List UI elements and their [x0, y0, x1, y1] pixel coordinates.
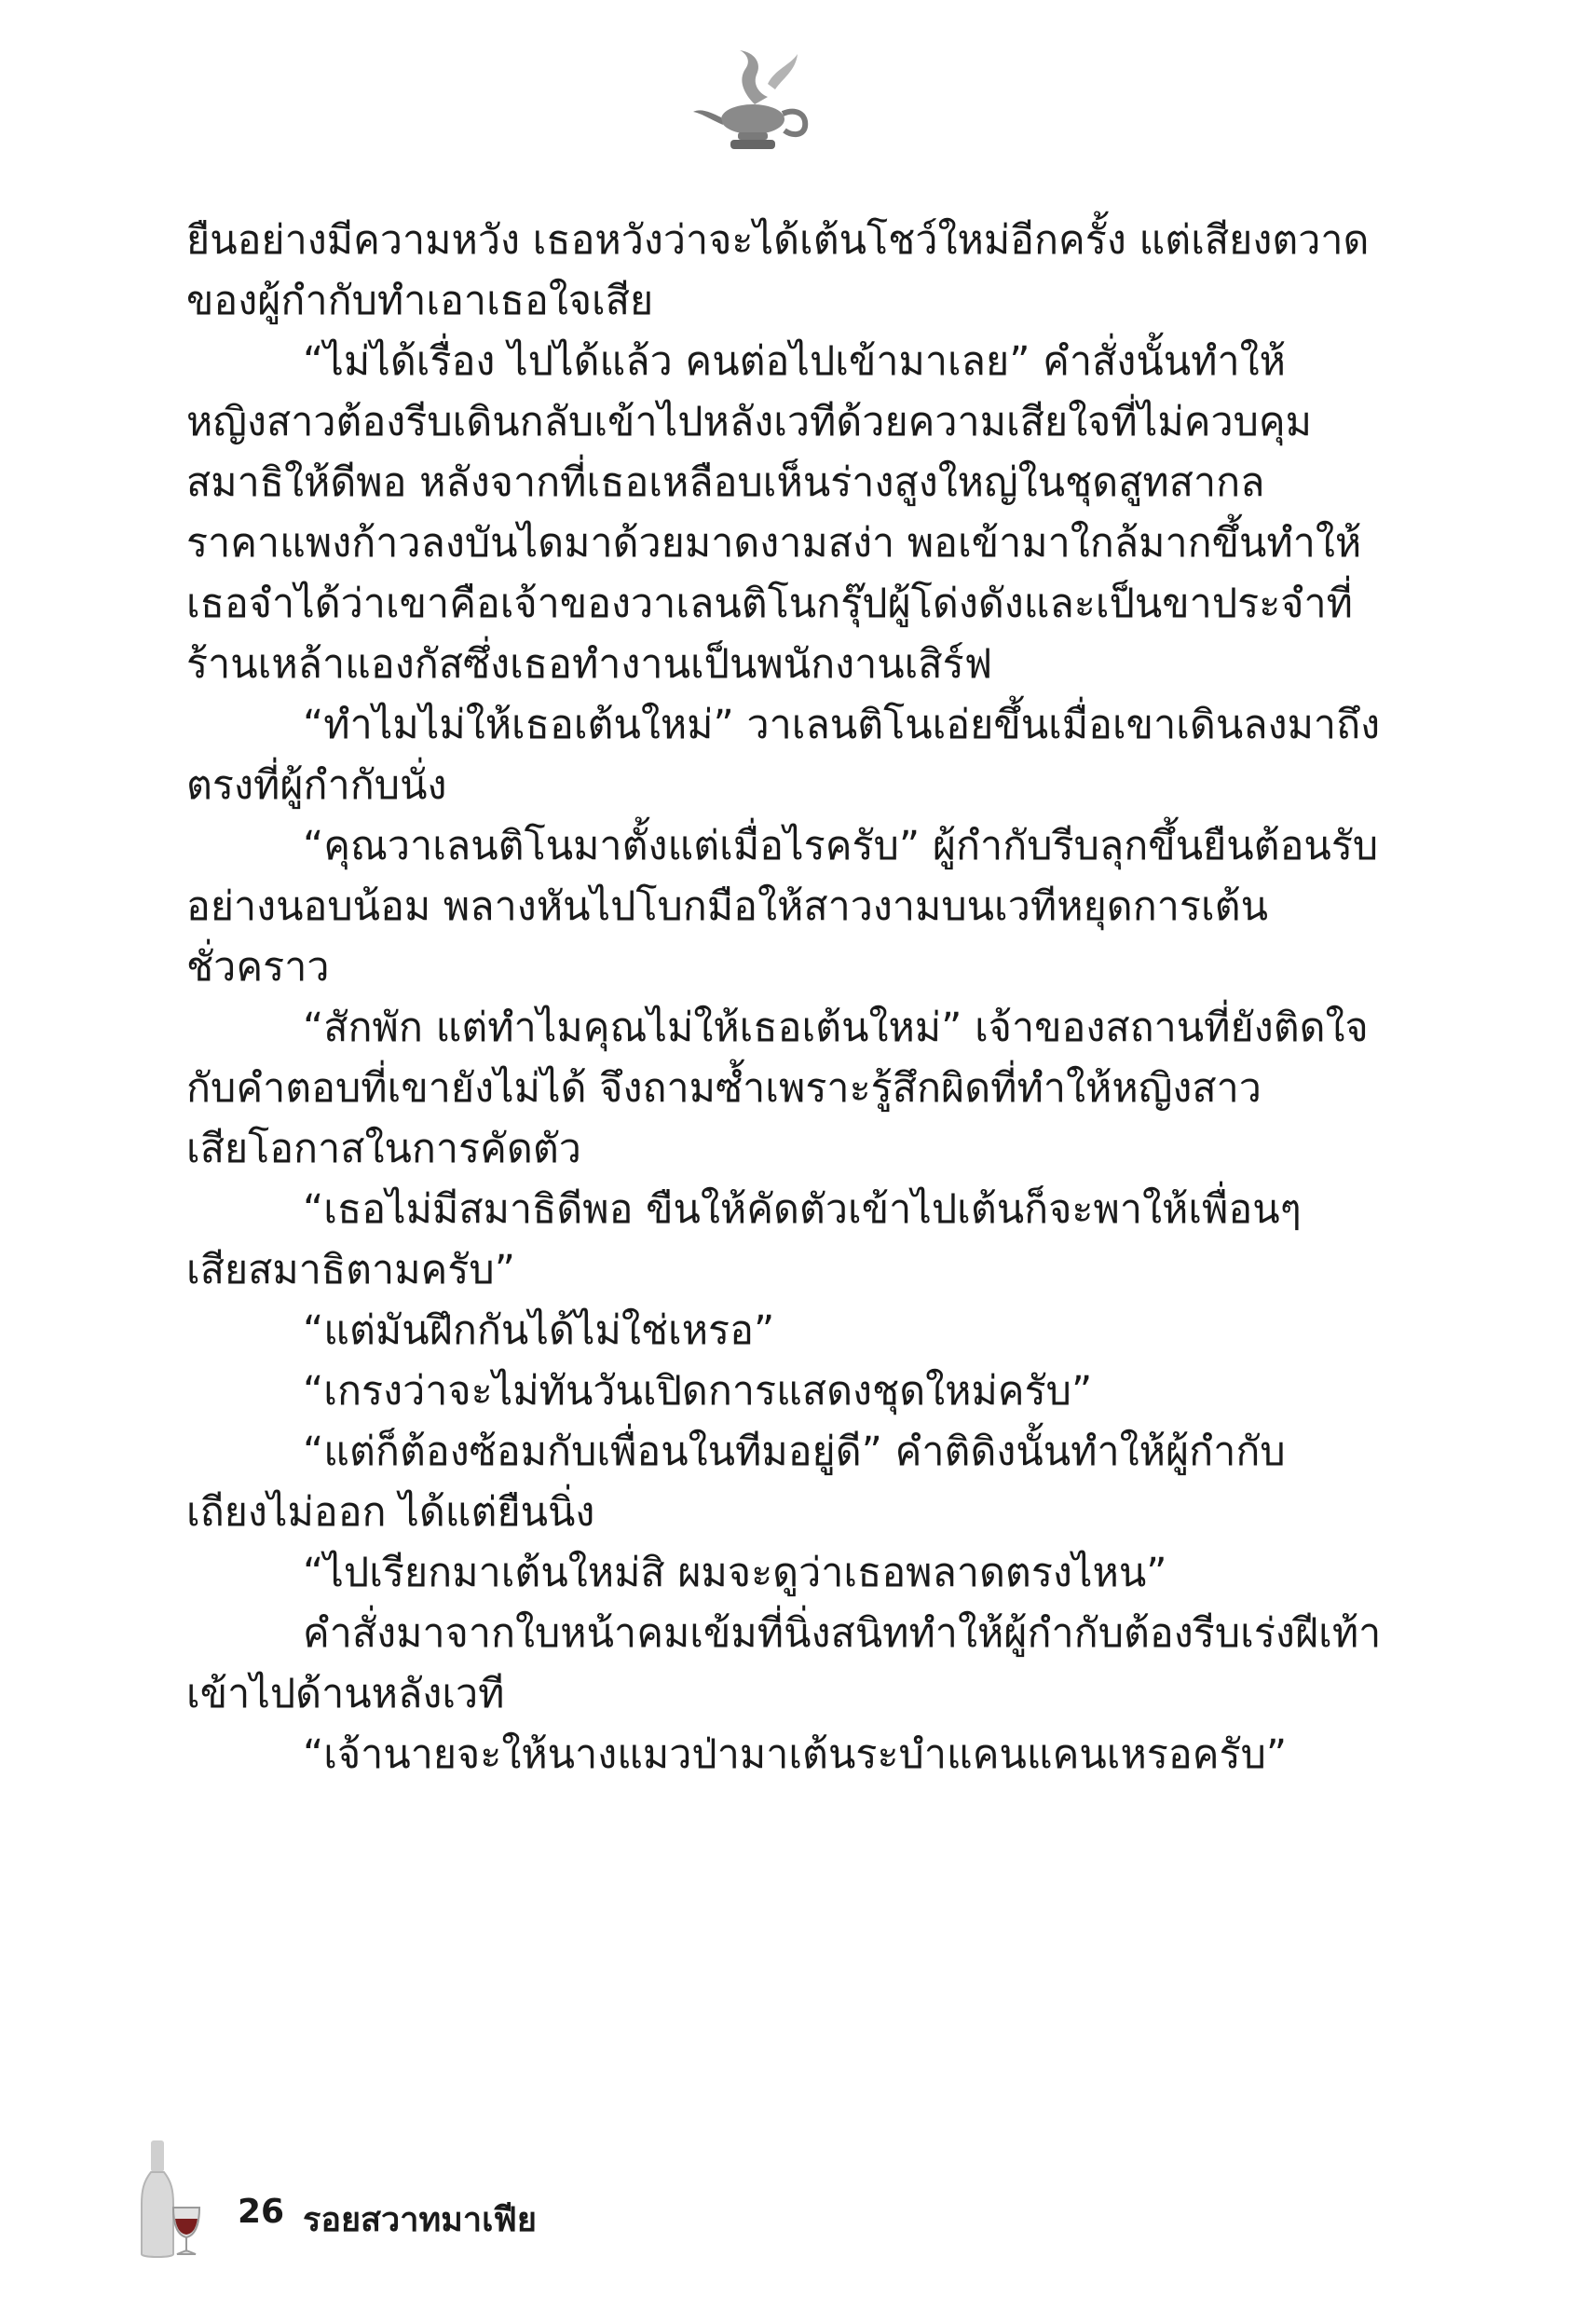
text-line: อย่างนอบน้อม พลางหันไปโบกมือให้สาวงามบนเวทีหยุดการเต้น: [186, 883, 1268, 930]
text-line: เข้าไปด้านหลังเวที: [186, 1671, 505, 1717]
text-line: ร้านเหล้าแองกัสซึ่งเธอทำงานเป็นพนักงานเสิร์ฟ: [186, 641, 993, 688]
book-title: รอยสวาทมาเฟีย: [303, 2201, 538, 2239]
text-line: ยืนอย่างมีความหวัง เธอหวังว่าจะได้เต้นโชว์ใหม่อีกครั้ง แต่เสียงตวาด: [186, 217, 1370, 264]
text-line: ตรงที่ผู้กำกับนั่ง: [186, 762, 447, 809]
text-line: ของผู้กำกับทำเอาเธอใจเสีย: [186, 278, 654, 324]
text-line: คำสั่งมาจากใบหน้าคมเข้มที่นิ่งสนิททำให้ผู้กำกับต้องรีบเร่งฝีเท้า: [303, 1610, 1382, 1657]
text-line: “แต่มันฝึกกันได้ไม่ใช่เหรอ”: [303, 1307, 775, 1354]
text-line: “ทำไมไม่ให้เธอเต้นใหม่” วาเลนติโนเอ่ยขึ้นเมื่อเขาเดินลงมาถึง: [303, 702, 1381, 748]
text-line: เถียงไม่ออก ได้แต่ยืนนิ่ง: [186, 1489, 595, 1536]
text-line: “คุณวาเลนติโนมาตั้งแต่เมื่อไรครับ” ผู้กำกับรีบลุกขึ้นยืนต้อนรับ: [303, 823, 1379, 869]
text-line: เสียสมาธิตามครับ”: [186, 1247, 515, 1293]
page-footer: [140, 2139, 699, 2260]
text-line: “เธอไม่มีสมาธิดีพอ ขืนให้คัดตัวเข้าไปเต้นก็จะพาให้เพื่อนๆ: [303, 1186, 1302, 1233]
text-line: “สักพัก แต่ทำไมคุณไม่ให้เธอเต้นใหม่” เจ้าของสถานที่ยังติดใจ: [303, 1005, 1369, 1051]
text-line: เสียโอกาสในการคัดตัว: [186, 1126, 581, 1172]
text-line: เธอจำได้ว่าเขาคือเจ้าของวาเลนติโนกรุ๊ปผู้โด่งดังและเป็นขาประจำที่: [186, 581, 1353, 627]
text-line: หญิงสาวต้องรีบเดินกลับเข้าไปหลังเวทีด้วยความเสียใจที่ไม่ควบคุม: [186, 399, 1313, 445]
page-number: 26: [238, 2193, 285, 2231]
wine-bottle-glass-icon: [140, 2139, 205, 2260]
text-line: ชั่วคราว: [186, 944, 330, 991]
genie-lamp-icon: [689, 47, 820, 158]
text-line: ราคาแพงก้าวลงบันไดมาด้วยมาดงามสง่า พอเข้ามาใกล้มากขึ้นทำให้: [186, 520, 1362, 567]
text-line: “เกรงว่าจะไม่ทันวันเปิดการแสดงชุดใหม่ครับ”: [303, 1368, 1093, 1415]
text-line: สมาธิให้ดีพอ หลังจากที่เธอเหลือบเห็นร่างสูงใหญ่ในชุดสูทสากล: [186, 459, 1265, 506]
text-line: “แต่ก็ต้องซ้อมกับเพื่อนในทีมอยู่ดี” คำติดิงนั้นทำให้ผู้กำกับ: [303, 1429, 1286, 1475]
text-line: “เจ้านายจะให้นางแมวป่ามาเต้นระบำแคนแคนเหรอครับ”: [303, 1731, 1288, 1778]
text-line: กับคำตอบที่เขายังไม่ได้ จึงถามซ้ำเพราะรู้สึกผิดที่ทำให้หญิงสาว: [186, 1065, 1262, 1112]
text-line: “ไม่ได้เรื่อง ไปได้แล้ว คนต่อไปเข้ามาเลย” คำสั่งนั้นทำให้: [303, 338, 1286, 385]
text-line: “ไปเรียกมาเต้นใหม่สิ ผมจะดูว่าเธอพลาดตรงไหน”: [303, 1550, 1167, 1596]
